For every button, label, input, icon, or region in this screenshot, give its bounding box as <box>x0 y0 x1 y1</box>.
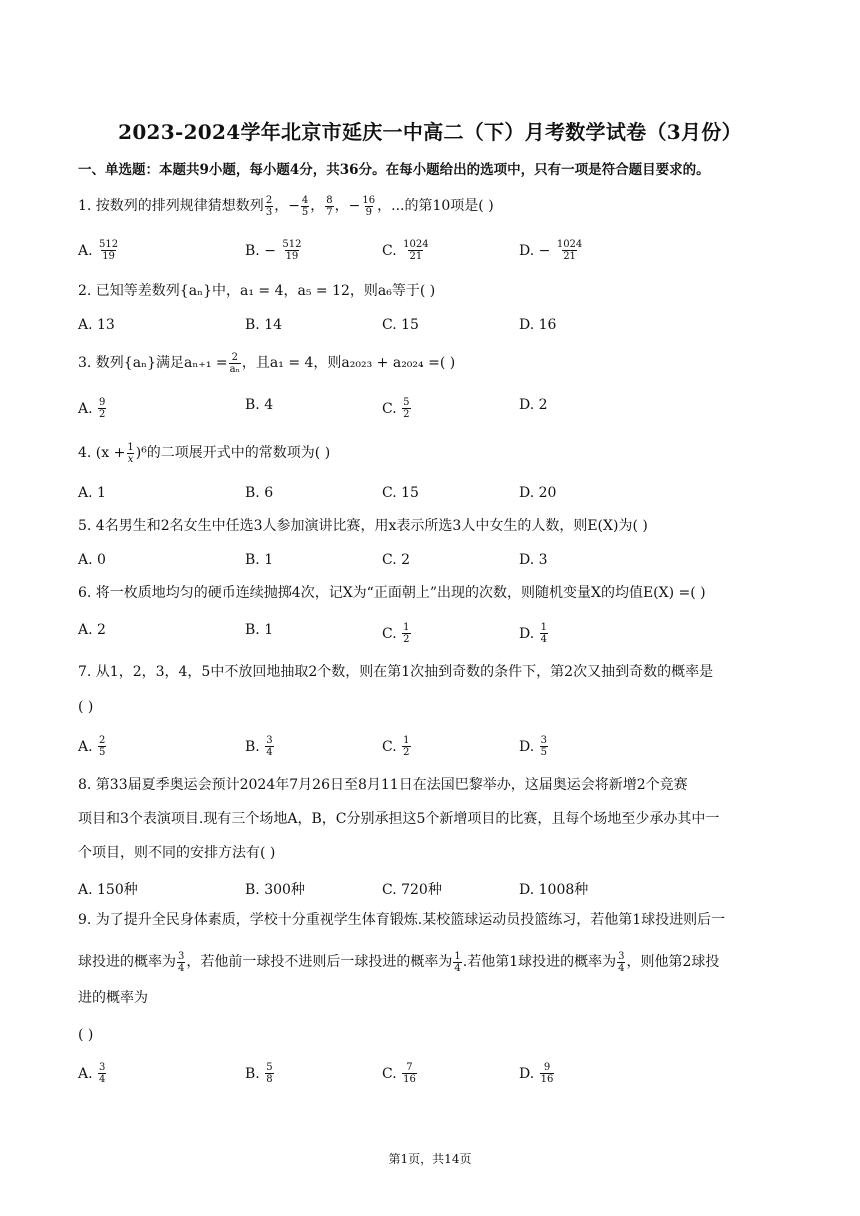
option-b[interactable]: B. 6 <box>245 485 274 501</box>
option-a[interactable]: A. $\frac{9}{2}$ <box>78 397 106 420</box>
fraction: $\frac{16}{9}$ <box>362 194 376 218</box>
option-a[interactable]: A. 150种 <box>78 882 138 898</box>
option-d[interactable]: D. − $\frac{1024}{21}$ <box>519 239 583 262</box>
fraction: $\frac{4}{5}$ <box>301 194 309 218</box>
question-3: 3. 数列{aₙ}满足aₙ₊₁ = $\frac{2}{\text{aₙ}}$ ，且a₁ = 4，则a₂₀₂₃ + a₂₀₂₄ =( ) <box>78 351 456 375</box>
fraction: $\frac{3}{4}$ <box>178 950 185 974</box>
question-2: 2. 已知等差数列{aₙ}中，a₁ = 4，a₅ = 12，则a₆等于( ) <box>78 283 436 299</box>
option-d[interactable]: D. 20 <box>519 485 557 501</box>
question-8-line-2: 项目和3个表演项目.现有三个场地A，B，C分别承担这5个新增项目的比赛，且每个场地至少承办其中一 <box>78 811 720 827</box>
question-1: 1. 按数列的排列规律猜想数列 $\frac{2}{3}$ ，− $\frac{4}{5}$ ， $\frac{8}{7}$ ，− $\frac{16}{9}$ ，...的第10项是( ) <box>78 194 494 218</box>
option-a[interactable]: A. 13 <box>78 317 115 333</box>
fraction: $\frac{1}{4}$ <box>454 950 461 974</box>
option-b[interactable]: B. $\frac{3}{4}$ <box>245 735 273 758</box>
option-c[interactable]: C. 15 <box>382 317 419 333</box>
question-3-options <box>78 397 798 423</box>
option-a[interactable]: A. $\frac{512}{19}$ <box>78 239 119 262</box>
option-d[interactable]: D. 1008种 <box>519 882 589 898</box>
option-b[interactable]: B. 1 <box>245 552 274 568</box>
question-9-line-1: 9. 为了提升全民身体素质，学校十分重视学生体育锻炼.某校篮球运动员投篮练习，若他第1球投进则后一 <box>78 912 726 928</box>
option-d[interactable]: D. 2 <box>519 397 548 413</box>
option-c[interactable]: C. $\frac{1}{2}$ <box>382 622 410 645</box>
page-footer: 第1页，共14页 <box>388 1152 472 1166</box>
question-4: 4. (x + $\frac{1}{x}$ )⁶的二项展开式中的常数项为( ) <box>78 441 331 465</box>
question-9-line-3: 进的概率为 <box>78 990 148 1006</box>
question-9-paren: ( ) <box>78 1027 94 1043</box>
option-b[interactable]: B. − $\frac{512}{19}$ <box>245 239 302 262</box>
question-8-line-1: 8. 第33届夏季奥运会预计2024年7月26日至8月11日在法国巴黎举办，这届奥运会将新增2个竞赛 <box>78 777 688 793</box>
option-d[interactable]: D. 3 <box>519 552 548 568</box>
option-d[interactable]: D. $\frac{3}{5}$ <box>519 735 548 758</box>
option-c[interactable]: C. $\frac{1024}{21}$ <box>382 239 429 262</box>
option-c[interactable]: C. 720种 <box>382 882 442 898</box>
option-c[interactable]: C. $\frac{1}{2}$ <box>382 735 410 758</box>
option-b[interactable]: B. 4 <box>245 397 274 413</box>
question-4-options <box>78 485 798 511</box>
question-6: 6. 将一枚质地均匀的硬币连续抛掷4次，记X为“正面朝上”出现的次数，则随机变量X的均值E(X) =( ) <box>78 585 706 601</box>
option-b[interactable]: B. $\frac{5}{8}$ <box>245 1062 273 1085</box>
option-a[interactable]: A. $\frac{3}{4}$ <box>78 1062 106 1085</box>
question-6-options <box>78 622 798 648</box>
option-b[interactable]: B. 300种 <box>245 882 305 898</box>
option-d[interactable]: D. $\frac{1}{4}$ <box>519 622 548 645</box>
option-c[interactable]: C. $\frac{7}{16}$ <box>382 1062 416 1085</box>
question-8-line-3: 个项目，则不同的安排方法有( ) <box>78 845 276 861</box>
option-a[interactable]: A. 2 <box>78 622 106 638</box>
question-9-options <box>78 1062 798 1088</box>
option-d[interactable]: D. 16 <box>519 317 557 333</box>
option-b[interactable]: B. 1 <box>245 622 274 638</box>
option-c[interactable]: C. 2 <box>382 552 411 568</box>
question-1-options <box>78 239 798 265</box>
question-5-options <box>78 552 798 578</box>
option-c[interactable]: C. $\frac{5}{2}$ <box>382 397 410 420</box>
fraction: $\frac{2}{3}$ <box>265 194 273 218</box>
page-title: 2023-2024学年北京市延庆一中高二（下）月考数学试卷（3月份） <box>118 120 742 144</box>
section-heading: 一、单选题：本题共9小题，每小题4分，共36分。在每小题给出的选项中，只有一项是符合题目要求的。 <box>78 162 710 178</box>
question-5: 5. 4名男生和2名女生中任选3人参加演讲比赛，用x表示所选3人中女生的人数，则E(X)为( ) <box>78 518 648 534</box>
fraction: $\frac{8}{7}$ <box>326 194 333 218</box>
option-d[interactable]: D. $\frac{9}{16}$ <box>519 1062 554 1085</box>
question-7: 7. 从1，2，3，4，5中不放回地抽取2个数，则在第1次抽到奇数的条件下，第2次又抽到奇数的概率是 <box>78 664 714 680</box>
option-a[interactable]: A. 0 <box>78 552 106 568</box>
fraction: $\frac{3}{4}$ <box>618 950 625 974</box>
question-2-options <box>78 317 798 343</box>
question-7-options <box>78 735 798 761</box>
question-8-options <box>78 879 798 905</box>
fraction: $\frac{2}{\text{aₙ}}$ <box>229 351 240 375</box>
question-7-paren: ( ) <box>78 699 94 715</box>
option-b[interactable]: B. 14 <box>245 317 283 333</box>
question-9-line-2: 球投进的概率为 $\frac{3}{4}$ ，若他前一球投不进则后一球投进的概率为 $\frac{1}{4}$ .若他第1球投进的概率为 $\frac{3}{4}$ ，则他第2球投 <box>78 950 720 974</box>
option-a[interactable]: A. $\frac{2}{5}$ <box>78 735 106 758</box>
option-c[interactable]: C. 15 <box>382 485 419 501</box>
option-a[interactable]: A. 1 <box>78 485 106 501</box>
fraction: $\frac{1}{x}$ <box>127 441 134 465</box>
